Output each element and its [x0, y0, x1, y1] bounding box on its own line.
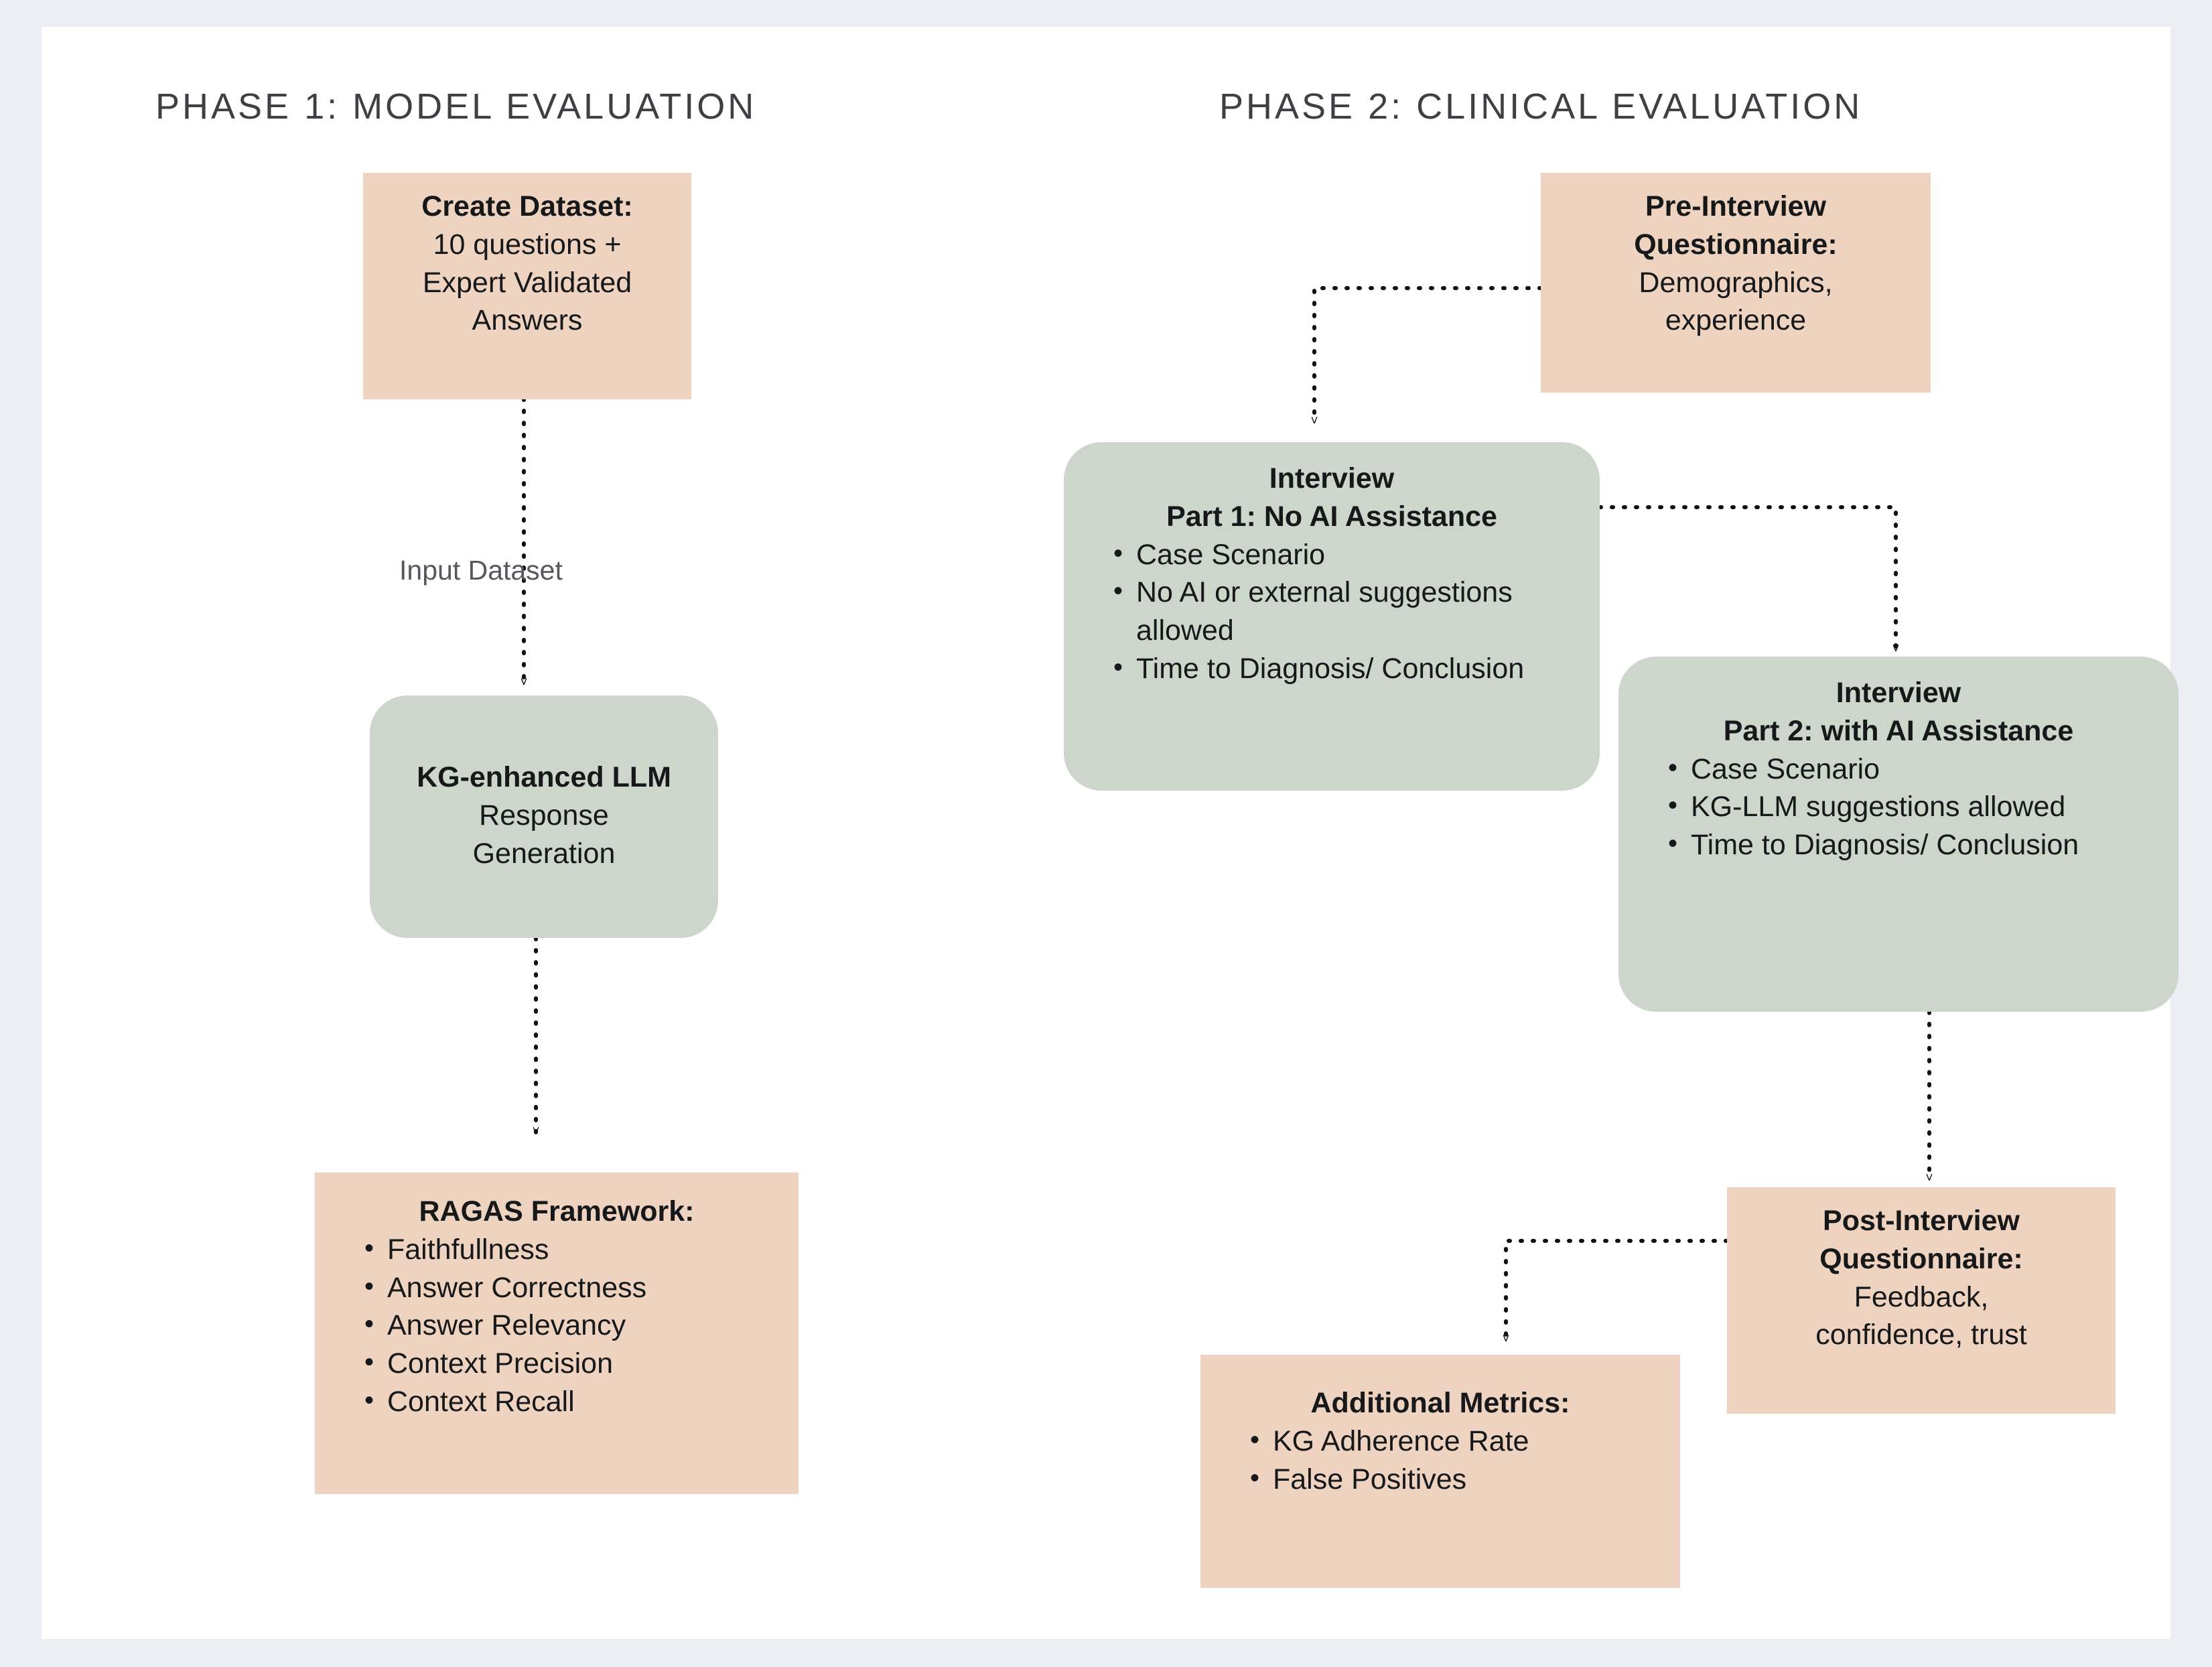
list-item: • Context Recall — [364, 1383, 790, 1421]
list-item: • No AI or external suggestions allowed — [1113, 574, 1592, 650]
node-create-dataset-line2: Expert Validated — [422, 266, 632, 299]
node-create-dataset-line3: Answers — [472, 304, 583, 337]
phase-2-title: PHASE 2: CLINICAL EVALUATION — [1219, 86, 1863, 127]
list-item: • Case Scenario — [1113, 536, 1592, 574]
node-post-interview-questionnaire — [1727, 1187, 2116, 1414]
node-interview-part-2-title-1: Interview — [1836, 677, 1961, 709]
node-kg-enhanced-llm-line2: Generation — [472, 837, 616, 870]
node-post-interview-line1: Feedback, — [1854, 1280, 1989, 1313]
node-create-dataset — [363, 173, 691, 399]
list-item: • Case Scenario — [1668, 750, 2170, 789]
list-item: • Time to Diagnosis/ Conclusion — [1668, 826, 2170, 864]
node-create-dataset-line1: 10 questions + — [433, 228, 622, 261]
node-interview-part-2 — [1618, 657, 2179, 1012]
node-pre-interview-title-1: Pre-Interview — [1645, 190, 1827, 222]
node-kg-enhanced-llm-title: KG-enhanced LLM — [417, 761, 671, 793]
node-interview-part-1-title-1: Interview — [1269, 462, 1395, 494]
node-pre-interview-line2: experience — [1665, 304, 1807, 337]
node-kg-enhanced-llm — [370, 695, 718, 938]
node-ragas-framework-list — [323, 1231, 790, 1421]
phase-1-title: PHASE 1: MODEL EVALUATION — [155, 86, 757, 127]
list-item: • Answer Correctness — [364, 1269, 790, 1307]
node-additional-metrics — [1200, 1355, 1680, 1588]
list-item: • False Positives — [1250, 1461, 1672, 1499]
list-item: • Faithfullness — [364, 1231, 790, 1269]
node-ragas-framework-title: RAGAS Framework: — [419, 1195, 695, 1227]
edge-label-input-dataset: Input Dataset — [399, 555, 563, 586]
list-item: • KG-LLM suggestions allowed — [1668, 788, 2170, 826]
list-item: • Answer Relevancy — [364, 1307, 790, 1345]
list-item: • KG Adherence Rate — [1250, 1422, 1672, 1461]
node-pre-interview-title-2: Questionnaire: — [1634, 228, 1838, 261]
node-interview-part-1-list — [1072, 536, 1592, 688]
node-ragas-framework — [315, 1173, 799, 1494]
node-create-dataset-title: Create Dataset: — [421, 190, 633, 222]
list-item: • Time to Diagnosis/ Conclusion — [1113, 650, 1592, 688]
node-post-interview-title-2: Questionnaire: — [1819, 1242, 2023, 1275]
node-interview-part-2-title-2: Part 2: with AI Assistance — [1723, 714, 2074, 747]
list-item: • Context Precision — [364, 1345, 790, 1383]
node-kg-enhanced-llm-line1: Response — [479, 799, 609, 831]
node-interview-part-1 — [1064, 442, 1600, 791]
node-post-interview-title-1: Post-Interview — [1823, 1205, 2020, 1237]
node-interview-part-2-list — [1627, 750, 2170, 864]
node-additional-metrics-title: Additional Metrics: — [1310, 1387, 1570, 1419]
node-interview-part-1-title-2: Part 1: No AI Assistance — [1166, 500, 1497, 533]
node-post-interview-line2: confidence, trust — [1815, 1319, 2027, 1351]
node-pre-interview-questionnaire — [1541, 173, 1931, 393]
node-additional-metrics-list — [1208, 1422, 1672, 1499]
node-pre-interview-line1: Demographics, — [1639, 266, 1833, 299]
